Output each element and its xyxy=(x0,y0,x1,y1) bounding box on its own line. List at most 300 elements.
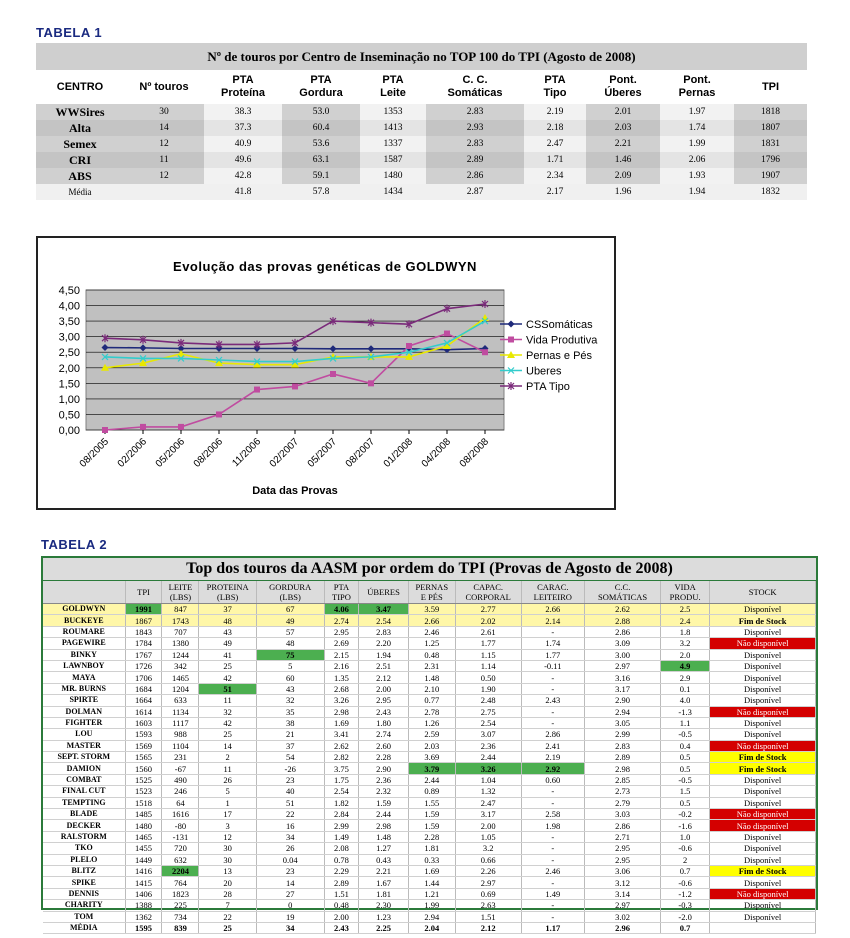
table2-cell: 0.48 xyxy=(408,649,455,660)
table2-row xyxy=(43,717,816,728)
table2-cell: 0.66 xyxy=(455,854,521,865)
table2-cell: 2.89 xyxy=(324,877,359,888)
table2-cell: 2.74 xyxy=(324,615,359,626)
table2-cell: -0.5 xyxy=(661,729,710,740)
table2-cell: 0.48 xyxy=(324,900,359,911)
table2-cell: 3.69 xyxy=(408,752,455,763)
table2-cell: 1823 xyxy=(162,888,199,899)
table2-cell: 1.21 xyxy=(408,888,455,899)
stock-status: Disponível xyxy=(710,729,816,740)
table1-cell: 53.0 xyxy=(282,104,360,120)
table1-cell: 53.6 xyxy=(282,136,360,152)
table2-cell: -2.0 xyxy=(661,911,710,922)
table2-row xyxy=(43,865,816,876)
table2-cell: -0.3 xyxy=(661,900,710,911)
table2-cell: 1726 xyxy=(125,660,162,671)
table2-row xyxy=(43,786,816,797)
table1-average-cell: 1434 xyxy=(360,184,426,200)
y-tick-label: 0,00 xyxy=(58,425,80,437)
table2-cell: 2.98 xyxy=(585,763,661,774)
data-point xyxy=(102,427,108,433)
table2-cell: 4.9 xyxy=(661,660,710,671)
table2-cell: 2.94 xyxy=(408,911,455,922)
table2-cell: -67 xyxy=(162,763,199,774)
table1-average-cell: Média xyxy=(36,184,124,200)
table2-cell: 2.95 xyxy=(324,626,359,637)
table2-cell: 3.75 xyxy=(324,763,359,774)
table2-cell: 2.54 xyxy=(324,786,359,797)
table2-row xyxy=(43,877,816,888)
table2-cell: 22 xyxy=(199,911,256,922)
table2-cell: 2.95 xyxy=(585,843,661,854)
table2-header: LEITE (LBS) xyxy=(162,581,199,604)
x-tick-label: 05/2007 xyxy=(305,436,340,470)
stock-status: Disponível xyxy=(710,786,816,797)
table1-header: TPI xyxy=(734,70,807,104)
table2-cell: 1415 xyxy=(125,877,162,888)
table1-cell: 12 xyxy=(124,168,204,184)
table2-cell: 1.32 xyxy=(455,786,521,797)
table2-cell: 1380 xyxy=(162,638,199,649)
bull-name: LAWNBOY xyxy=(43,660,125,671)
table2-cell: - xyxy=(521,786,585,797)
table2-row xyxy=(43,672,816,683)
table1-cell: 2.34 xyxy=(524,168,586,184)
table2-cell: 1565 xyxy=(125,752,162,763)
table1-cell: 12 xyxy=(124,136,204,152)
table2-row xyxy=(43,900,816,911)
table2-cell: 2.21 xyxy=(359,865,408,876)
center-name: CRI xyxy=(36,152,124,168)
data-point xyxy=(140,424,146,430)
table2-cell: 2.15 xyxy=(324,649,359,660)
bull-name: BUCKEYE xyxy=(43,615,125,626)
stock-status: Disponível xyxy=(710,774,816,785)
table2-cell: 490 xyxy=(162,774,199,785)
table2-cell: 246 xyxy=(162,786,199,797)
table2-cell: 231 xyxy=(162,752,199,763)
table2-cell: 2.95 xyxy=(585,854,661,865)
table2-row xyxy=(43,706,816,717)
table2-cell: 3.02 xyxy=(585,911,661,922)
table2-cell: 42 xyxy=(199,672,256,683)
table1-cell: 11 xyxy=(124,152,204,168)
table2-cell: 633 xyxy=(162,695,199,706)
table2-cell: -26 xyxy=(256,763,324,774)
table2-cell: 1.55 xyxy=(408,797,455,808)
stock-status: Disponível xyxy=(710,877,816,888)
data-point xyxy=(508,321,515,328)
table2-cell: - xyxy=(521,717,585,728)
table2-cell: 2.43 xyxy=(521,695,585,706)
table1-header: PTA Gordura xyxy=(282,70,360,104)
table2-cell: -80 xyxy=(162,820,199,831)
table2-cell: 2.88 xyxy=(585,615,661,626)
table2-cell: 3.2 xyxy=(661,638,710,649)
table1-average-cell: 41.8 xyxy=(204,184,282,200)
table2-cell: 27 xyxy=(256,888,324,899)
table2-cell: 0.04 xyxy=(256,854,324,865)
table2-cell: 2.74 xyxy=(359,729,408,740)
bull-name: SEPT. STORM xyxy=(43,752,125,763)
table2-cell: 2.51 xyxy=(359,660,408,671)
table2-cell: 49 xyxy=(199,638,256,649)
table2-header: CARAC. LEITEIRO xyxy=(521,581,585,604)
table2-cell: 1784 xyxy=(125,638,162,649)
table2-cell: 0.5 xyxy=(661,797,710,808)
table2-cell: 26 xyxy=(199,774,256,785)
table2-cell: 32 xyxy=(256,695,324,706)
table2-cell: 1.82 xyxy=(324,797,359,808)
table2-cell: 2.90 xyxy=(359,763,408,774)
table2-cell: 2.90 xyxy=(585,695,661,706)
table2-cell: 3.17 xyxy=(585,683,661,694)
table2-cell: 3.17 xyxy=(455,809,521,820)
table2-cell: 1.69 xyxy=(324,717,359,728)
table2-header: GORDURA (LBS) xyxy=(256,581,324,604)
table1-cell: 2.01 xyxy=(586,104,660,120)
table2-cell: 2204 xyxy=(162,865,199,876)
stock-status: Disponível xyxy=(710,683,816,694)
table2-cell: 2.97 xyxy=(585,900,661,911)
table2-cell: - xyxy=(521,911,585,922)
table2-row xyxy=(43,604,816,615)
table2-cell: 1.51 xyxy=(455,911,521,922)
table2-cell: 0.60 xyxy=(521,774,585,785)
table2-cell: 2.66 xyxy=(408,615,455,626)
table2-cell: - xyxy=(521,626,585,637)
stock-status: Não disponível xyxy=(710,638,816,649)
table2-row xyxy=(43,831,816,842)
x-tick-label: 02/2007 xyxy=(267,436,302,470)
table2-row xyxy=(43,888,816,899)
table2-cell: 1.80 xyxy=(359,717,408,728)
stock-status: Não disponível xyxy=(710,820,816,831)
table2-cell: - xyxy=(521,900,585,911)
table2-cell: 2.59 xyxy=(408,729,455,740)
chart-title: Evolução das provas genéticas de GOLDWYN xyxy=(173,259,477,274)
table2-cell: 2.99 xyxy=(585,729,661,740)
table2-cell: 38 xyxy=(256,717,324,728)
table2-average-cell: 25 xyxy=(199,922,256,933)
table2-cell: 1480 xyxy=(125,820,162,831)
table2-average-cell: 839 xyxy=(162,922,199,933)
table2-cell: 2.0 xyxy=(661,649,710,660)
table2-cell: 13 xyxy=(199,865,256,876)
table2-cell: 2.98 xyxy=(324,706,359,717)
table2-cell: 34 xyxy=(256,831,324,842)
table2-row xyxy=(43,740,816,751)
table2-cell: 2.30 xyxy=(359,900,408,911)
table2-label: TABELA 2 xyxy=(41,537,108,552)
y-tick-label: 3,50 xyxy=(58,316,80,329)
table2-cell: 342 xyxy=(162,660,199,671)
table1-cell: 1.93 xyxy=(660,168,734,184)
table2-cell: 2.47 xyxy=(455,797,521,808)
table2-cell: 2.60 xyxy=(359,740,408,751)
table2-cell: 42 xyxy=(199,717,256,728)
table2-cell: 1664 xyxy=(125,695,162,706)
bull-name: MASTER xyxy=(43,740,125,751)
bull-name: SPIKE xyxy=(43,877,125,888)
table2-cell: - xyxy=(521,797,585,808)
table2-cell: 2.44 xyxy=(359,809,408,820)
stock-status: Disponível xyxy=(710,911,816,922)
table2-cell: 2.36 xyxy=(455,740,521,751)
bull-name: RALSTORM xyxy=(43,831,125,842)
table2-cell: 1593 xyxy=(125,729,162,740)
table2-cell: 1117 xyxy=(162,717,199,728)
table2-cell: 988 xyxy=(162,729,199,740)
table2-average-cell: 0.7 xyxy=(661,922,710,933)
table2-cell: 1.51 xyxy=(324,888,359,899)
table1-header: C. C. Somáticas xyxy=(426,70,524,104)
table2-cell: 3.41 xyxy=(324,729,359,740)
table1 xyxy=(36,43,807,200)
bull-name: MR. BURNS xyxy=(43,683,125,694)
bull-name: CHARITY xyxy=(43,900,125,911)
table2-cell: 1485 xyxy=(125,809,162,820)
bull-name: TOM xyxy=(43,911,125,922)
table2-cell: 3.16 xyxy=(585,672,661,683)
bull-name: BLADE xyxy=(43,809,125,820)
table2-cell: 1244 xyxy=(162,649,199,660)
table2 xyxy=(41,556,818,934)
table2-cell: 0.78 xyxy=(324,854,359,865)
table2-cell: 3 xyxy=(199,820,256,831)
table2-cell: 2.4 xyxy=(661,615,710,626)
table2-cell: 1 xyxy=(199,797,256,808)
table2-cell: 0.1 xyxy=(661,683,710,694)
table1-cell: 2.03 xyxy=(586,120,660,136)
table1-cell: 40.9 xyxy=(204,136,282,152)
table2-cell: 0.50 xyxy=(455,672,521,683)
table2-cell: 2.02 xyxy=(455,615,521,626)
table2-cell: 51 xyxy=(199,683,256,694)
table2-row xyxy=(43,763,816,774)
table1-cell: 1818 xyxy=(734,104,807,120)
y-tick-label: 0,50 xyxy=(58,409,80,422)
stock-status: Disponível xyxy=(710,695,816,706)
table2-cell: 3.26 xyxy=(324,695,359,706)
table1-cell: 60.4 xyxy=(282,120,360,136)
table2-row xyxy=(43,649,816,660)
table2-cell: 1204 xyxy=(162,683,199,694)
table1-row xyxy=(36,152,807,168)
table2-cell: 28 xyxy=(199,888,256,899)
table2-row xyxy=(43,843,816,854)
table2-cell: 1.26 xyxy=(408,717,455,728)
table2-cell: 1.98 xyxy=(521,820,585,831)
stock-status: Fim de Stock xyxy=(710,865,816,876)
table2-cell: 3.59 xyxy=(408,604,455,615)
table2-cell: 19 xyxy=(256,911,324,922)
table1-header: Pont. Pernas xyxy=(660,70,734,104)
table2-cell: 1569 xyxy=(125,740,162,751)
table2-cell: 2.00 xyxy=(359,683,408,694)
table2-cell: 20 xyxy=(199,877,256,888)
table2-cell: 0.69 xyxy=(455,888,521,899)
table1-cell: 2.89 xyxy=(426,152,524,168)
table1-cell: 2.83 xyxy=(426,136,524,152)
table2-average-cell: 2.04 xyxy=(408,922,455,933)
table2-cell: 21 xyxy=(256,729,324,740)
table2-cell: -0.11 xyxy=(521,660,585,671)
stock-status: Disponível xyxy=(710,717,816,728)
table2-cell: 2.43 xyxy=(359,706,408,717)
table2-cell: 2.00 xyxy=(324,911,359,922)
table2-average-cell: 2.12 xyxy=(455,922,521,933)
stock-status: Disponível xyxy=(710,854,816,865)
table2-cell: 1706 xyxy=(125,672,162,683)
table2-cell: 5 xyxy=(199,786,256,797)
x-axis-label: Data das Provas xyxy=(252,485,338,497)
table2-cell: 2.46 xyxy=(521,865,585,876)
table1-cell: 1.99 xyxy=(660,136,734,152)
table2-cell: 1.49 xyxy=(324,831,359,842)
table2-cell: 2.66 xyxy=(521,604,585,615)
center-name: ABS xyxy=(36,168,124,184)
table2-cell: 1.23 xyxy=(359,911,408,922)
table2-cell: 2.00 xyxy=(455,820,521,831)
table1-average-cell xyxy=(124,184,204,200)
x-tick-label: 08/2005 xyxy=(77,436,112,470)
table2-cell: 1.94 xyxy=(359,649,408,660)
table2-cell: 0.89 xyxy=(408,786,455,797)
bull-name: PAGEWIRE xyxy=(43,638,125,649)
table2-cell: 2.26 xyxy=(455,865,521,876)
stock-status: Não disponível xyxy=(710,888,816,899)
table1-average-row xyxy=(36,184,807,200)
table1-header: PTA Tipo xyxy=(524,70,586,104)
table1-average-cell: 1.94 xyxy=(660,184,734,200)
table2-cell: 32 xyxy=(199,706,256,717)
table2-cell: 2.97 xyxy=(585,660,661,671)
table2-cell: 2.31 xyxy=(408,660,455,671)
table2-cell: 2 xyxy=(199,752,256,763)
table2-average-cell: 2.43 xyxy=(324,922,359,933)
table2-cell: 1614 xyxy=(125,706,162,717)
table2-cell: 2.62 xyxy=(324,740,359,751)
table2-header: ÚBERES xyxy=(359,581,408,604)
table2-cell: 0.77 xyxy=(408,695,455,706)
stock-status: Disponível xyxy=(710,672,816,683)
bull-name: BLITZ xyxy=(43,865,125,876)
table1-row xyxy=(36,104,807,120)
table2-cell: 2.84 xyxy=(324,809,359,820)
table2-cell: 734 xyxy=(162,911,199,922)
table1-average-cell: 1832 xyxy=(734,184,807,200)
table2-cell: 1406 xyxy=(125,888,162,899)
table2-header: PTA TIPO xyxy=(324,581,359,604)
table2-cell: 2.10 xyxy=(408,683,455,694)
table2-cell: 3.07 xyxy=(455,729,521,740)
table2-cell: 1.74 xyxy=(521,638,585,649)
table2-cell: 2.82 xyxy=(324,752,359,763)
table2-cell: 2.89 xyxy=(585,752,661,763)
table1-cell: 1480 xyxy=(360,168,426,184)
table2-cell: 1523 xyxy=(125,786,162,797)
stock-status: Disponível xyxy=(710,900,816,911)
table2-cell: 1.05 xyxy=(455,831,521,842)
stock-status: Fim de Stock xyxy=(710,763,816,774)
stock-status: Não disponível xyxy=(710,740,816,751)
table2-cell: -0.6 xyxy=(661,877,710,888)
table2-cell: -1.3 xyxy=(661,706,710,717)
table2-cell: 3.14 xyxy=(585,888,661,899)
table2-cell: - xyxy=(521,672,585,683)
data-point xyxy=(216,411,222,417)
stock-status: Disponível xyxy=(710,604,816,615)
table2-cell: 3.26 xyxy=(455,763,521,774)
table1-cell: 59.1 xyxy=(282,168,360,184)
chart-canvas xyxy=(38,238,614,508)
table2-cell: 1603 xyxy=(125,717,162,728)
table2-cell: 1388 xyxy=(125,900,162,911)
table2-cell: 2.95 xyxy=(359,695,408,706)
table2-cell: 1.59 xyxy=(408,809,455,820)
table2-header: PROTEINA (LBS) xyxy=(199,581,256,604)
table2-cell: 1455 xyxy=(125,843,162,854)
data-point xyxy=(178,424,184,430)
table2-cell: 0.5 xyxy=(661,752,710,763)
table2-cell: 2.86 xyxy=(585,820,661,831)
table2-cell: 1.48 xyxy=(408,672,455,683)
table2-cell: 7 xyxy=(199,900,256,911)
table2-cell: 16 xyxy=(256,820,324,831)
bull-name: FIGHTER xyxy=(43,717,125,728)
table2-cell: 2.32 xyxy=(359,786,408,797)
table2-cell: 3.79 xyxy=(408,763,455,774)
table2-grid xyxy=(43,581,816,934)
bull-name: TEMPTING xyxy=(43,797,125,808)
table2-cell: 1.49 xyxy=(521,888,585,899)
table2-cell: 1.25 xyxy=(408,638,455,649)
table2-cell: 2.36 xyxy=(359,774,408,785)
table2-row xyxy=(43,626,816,637)
table2-row xyxy=(43,638,816,649)
table2-row xyxy=(43,683,816,694)
data-point xyxy=(482,349,488,355)
table2-cell: 2.77 xyxy=(455,604,521,615)
table2-cell: 1.59 xyxy=(359,797,408,808)
table2-cell: 1.81 xyxy=(408,843,455,854)
stock-status: Disponível xyxy=(710,797,816,808)
data-point xyxy=(330,371,336,377)
x-tick-label: 08/2007 xyxy=(343,436,378,470)
table1-cell: 1.46 xyxy=(586,152,660,168)
table2-cell: 57 xyxy=(256,626,324,637)
data-point xyxy=(508,337,514,343)
table1-cell: 2.18 xyxy=(524,120,586,136)
legend-label: Pernas e Pés xyxy=(526,350,593,362)
table2-cell: 632 xyxy=(162,854,199,865)
table2-cell: 2 xyxy=(661,854,710,865)
table1-header: PTA Proteína xyxy=(204,70,282,104)
table1-cell: 63.1 xyxy=(282,152,360,168)
table2-row xyxy=(43,854,816,865)
table2-cell: 2.98 xyxy=(359,820,408,831)
table2-cell: -0.6 xyxy=(661,843,710,854)
table1-cell: 1587 xyxy=(360,152,426,168)
data-point xyxy=(444,331,450,337)
bull-name: COMBAT xyxy=(43,774,125,785)
table2-cell: 17 xyxy=(199,809,256,820)
table2-cell: 1.75 xyxy=(324,774,359,785)
table2-cell: 2.86 xyxy=(585,626,661,637)
table1-cell: 1831 xyxy=(734,136,807,152)
x-tick-label: 08/2008 xyxy=(457,436,492,470)
